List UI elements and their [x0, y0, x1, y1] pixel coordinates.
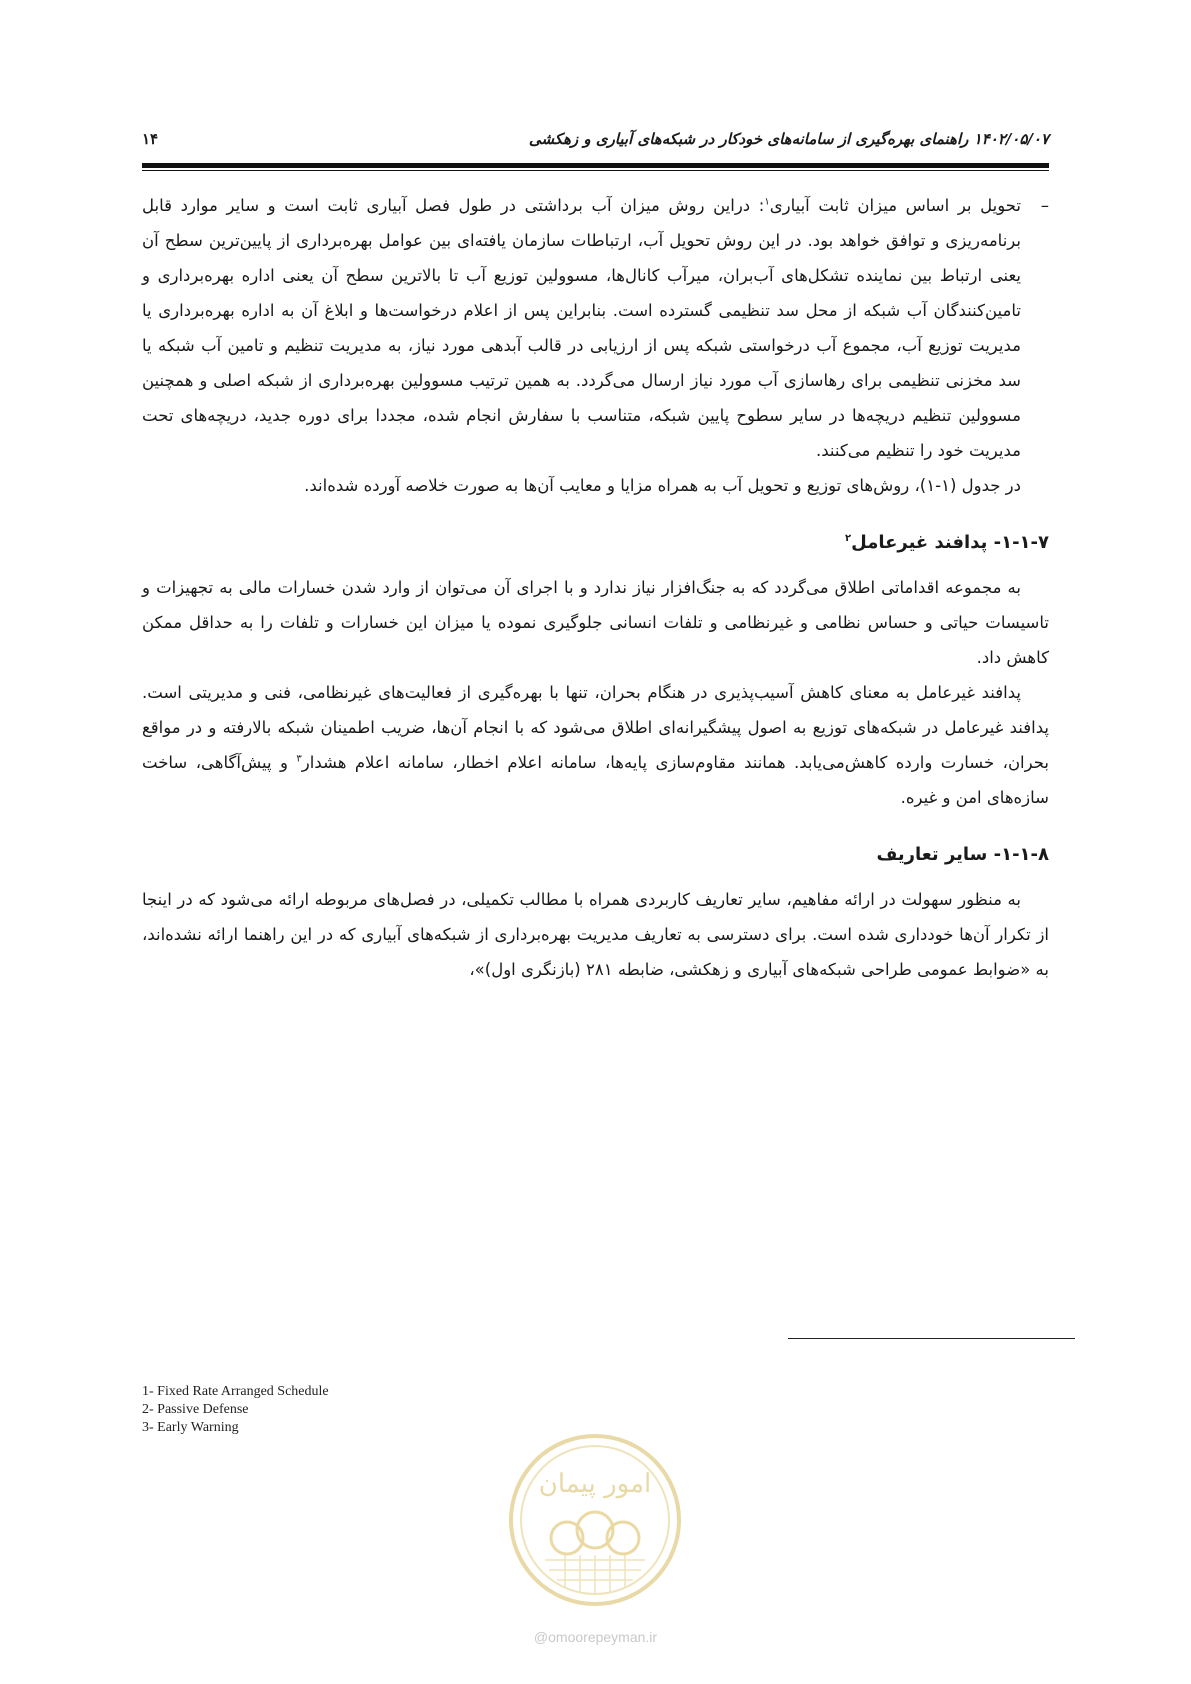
footnote-ref-2: ۲ — [845, 533, 852, 544]
footnote-ref-1: ۱ — [764, 196, 770, 208]
section7-paragraph-2 — [142, 675, 1049, 815]
footnotes — [142, 1383, 329, 1437]
section8-paragraph-1: به منظور سهولت در ارائه مفاهیم، سایر تعاریف کاربردی همراه با مطالب تکمیلی، در فصل‌های مربوطه ارائه می‌شود که در اینجا از تکرار آن‌ها خودداری شده است. برای دسترسی به تعاریف مدیریت بهره‌برداری از شبکه‌های آبیاری که در این راهنما ارائه نشده‌اند، به «ضوابط عمومی طراحی شبکه‌های آبیاری و زهکشی، ضابطه ۲۸۱ (بازنگری اول)»، — [142, 890, 1049, 979]
bullet-text-rest: : دراین روش میزان آب برداشتی در طول فصل آبیاری ثابت است و سایر موارد قابل برنامه‌ریزی و توافق خواهد بود. در این روش تحویل آب، ارتباطات سازمان یافته‌ای بین عوامل بهره‌برداری از پایین‌ترین سطح آن یعنی ارتباط بین نماینده تشکل‌های آب‌بران، میرآب کانال‌ها، مسوولین توزیع آب تا بالاترین سطح آن یعنی اداره بهره‌برداری و تامین‌کنندگان آب شبکه از محل سد تنظیمی گسترده است. بنابراین پس از اعلام درخواست‌ها و ابلاغ آن به اداره بهره‌برداری یا مدیریت توزیع آب، مجموع آب درخواستی شبکه پس از ارزیابی در قالب آبدهی مورد نیاز، به مدیریت تنظیم و تامین آب شبکه یا سد مخزنی تنظیمی برای رهاسازی آب مورد نیاز ارسال می‌گردد. به همین ترتیب مسوولین بهره‌برداری از شبکه اصلی و همچنین مسوولین تنظیم دریچه‌ها در سایر سطوح پایین شبکه، متناسب با سفارش انجام شده، مجددا برای دوره جدید، دریچه‌های تحت مدیریت خود را تنظیم می‌کنند. — [142, 196, 1021, 460]
bullet-text-start: تحویل بر اساس میزان ثابت آبیاری — [769, 196, 1021, 215]
page-number: ۱۴ — [142, 130, 159, 148]
header-rule-thin — [142, 170, 1049, 171]
page-body — [142, 188, 1049, 987]
section-heading-other-definitions: ۱-۱-۸- سایر تعاریف — [876, 844, 1049, 865]
watermark-logo-text: امور پیمان — [538, 1469, 652, 1499]
section7-p2-text: پدافند غیرعامل به معنای کاهش آسیب‌پذیری در هنگام بحران، تنها با بهره‌گیری از فعالیت‌های غیرنظامی، فنی و مدیریتی است. پدافند غیرعامل در شبکه‌های توزیع به اصول پیشگیرانه‌ای اطلاق می‌شود که با انجام آن‌ها، ضریب اطمینان شبکه بالارفته و در مواقع بحران، خسارت وارده کاهش‌می‌یابد. همانند مقاوم‌سازی پایه‌ها، سامانه اعلام اخطار، سامانه اعلام هشدار — [142, 683, 1049, 772]
footnote-separator — [788, 1338, 1075, 1339]
watermark-url: @omoorepeyman.ir — [533, 1629, 658, 1645]
table-reference-paragraph: در جدول (۱-۱)، روش‌های توزیع و تحویل آب به همراه مزایا و معایب آن‌ها به صورت خلاصه آورده شده‌اند. — [304, 476, 1021, 495]
footnote-ref-3: ۳ — [296, 753, 302, 765]
bullet-paragraph — [142, 188, 1049, 468]
header-title: ۱۴۰۲/۰۵/۰۷ راهنمای بهره‌گیری از سامانه‌های خودکار در شبکه‌های آبیاری و زهکشی — [528, 130, 1049, 148]
footnote-1: 1- Fixed Rate Arranged Schedule — [142, 1384, 329, 1399]
footnote-3: 3- Early Warning — [142, 1420, 239, 1435]
footnote-2: 2- Passive Defense — [142, 1402, 249, 1417]
section7-paragraph-1: به مجموعه اقداماتی اطلاق می‌گردد که به جنگ‌افزار نیاز ندارد و با اجرای آن می‌توان از وارد شدن خسارات مالی به تجهیزات و تاسیسات حیاتی و حساس نظامی و غیرنظامی و تلفات انسانی جلوگیری نموده یا میزان این خسارات و تلفات را به حداقل ممکن کاهش داد. — [142, 578, 1049, 667]
section7-heading-text: ۱-۱-۷- پدافند غیرعامل — [851, 532, 1049, 553]
page-header — [142, 126, 1049, 154]
bullet-dash: – — [1040, 196, 1049, 215]
watermark-logo — [505, 1430, 685, 1610]
section7-p2-rest: و پیش‌آگاهی، ساخت سازه‌های امن و غیره. — [142, 753, 1049, 807]
section-heading-passive-defense — [142, 525, 1049, 560]
header-rule-thick — [142, 163, 1049, 168]
